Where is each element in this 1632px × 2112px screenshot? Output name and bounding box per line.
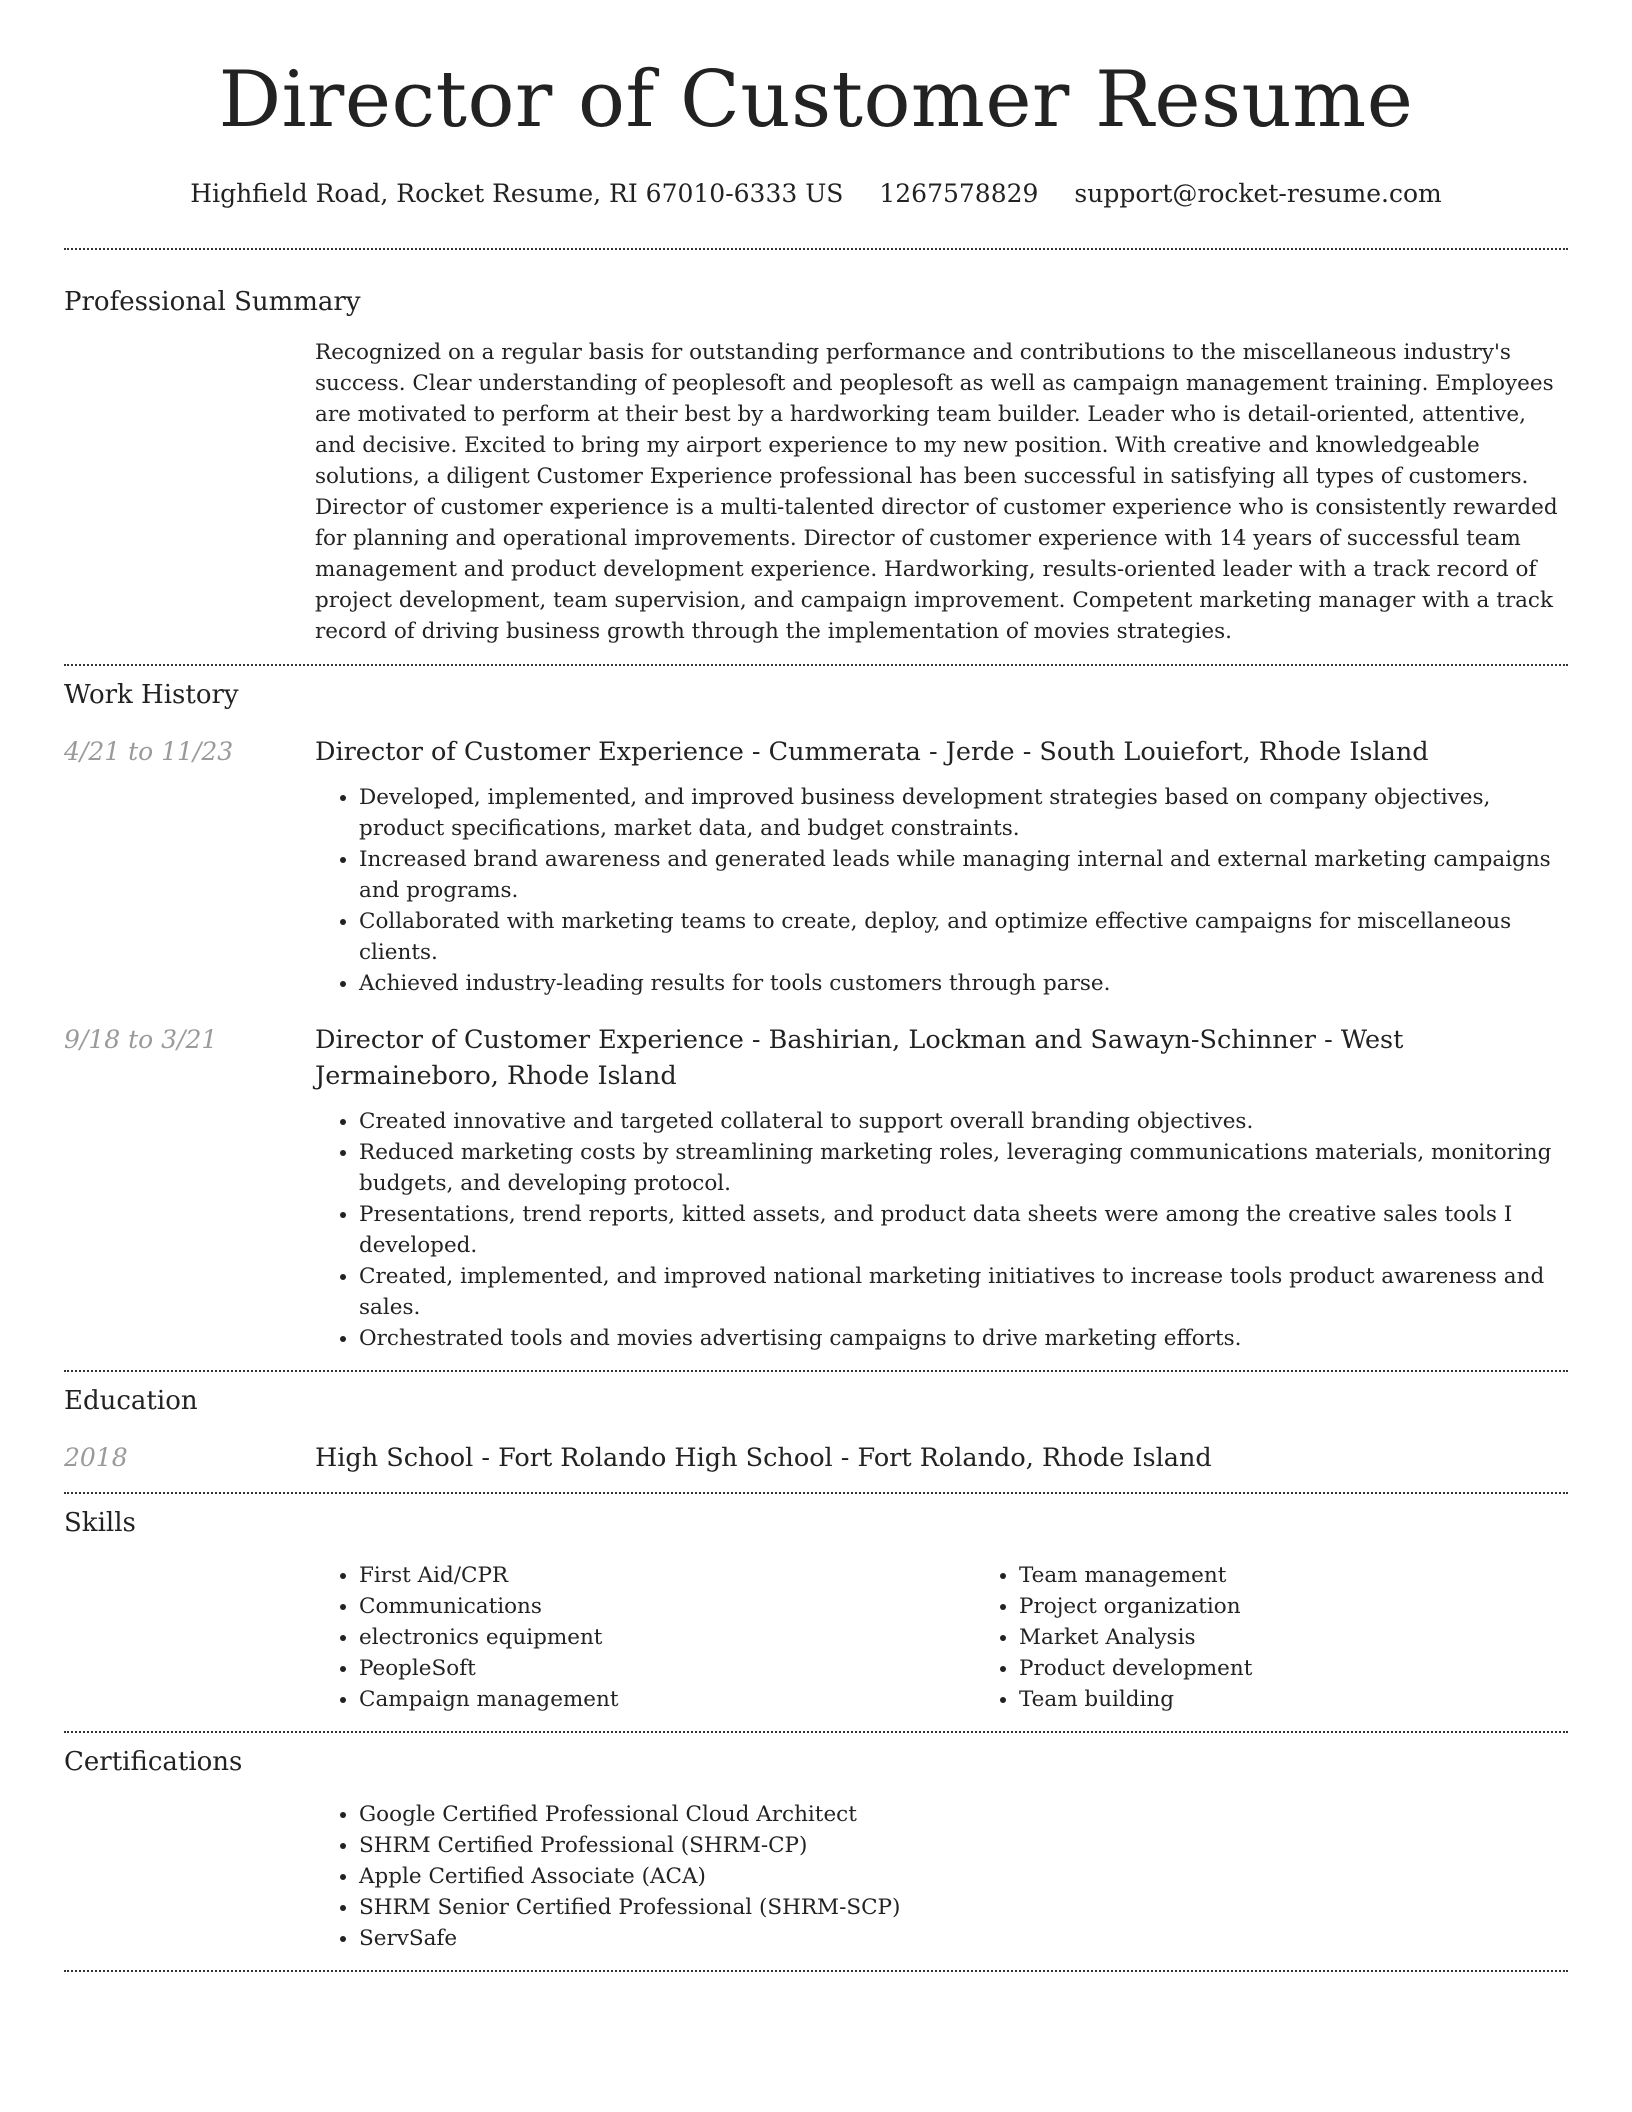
certification-item: • SHRM Certified Professional (SHRM-CP) [359, 1830, 1568, 1861]
certifications-list [315, 1799, 1568, 1954]
work-history-heading: Work History [64, 680, 239, 710]
education-heading: Education [64, 1386, 198, 1416]
job-heading [315, 734, 1568, 770]
skill-item: • Team building [1019, 1684, 1632, 1715]
job-entry [64, 1022, 1568, 1354]
job-title: Director of Customer Experience [315, 1025, 744, 1055]
certifications-section [64, 1733, 1568, 1954]
job-title: Director of Customer Experience [315, 737, 744, 767]
skill-item: • electronics equipment [359, 1622, 975, 1653]
education-date: 2018 [64, 1443, 128, 1472]
job-details: - Cummerata - Jerde - South Louiefort, Rhode Island [743, 737, 1429, 767]
job-bullet: • Created, implemented, and improved national marketing initiatives to increase tools product awareness and sales. [359, 1261, 1568, 1323]
skills-list-left [315, 1560, 975, 1715]
skill-item: • Team management [1019, 1560, 1632, 1591]
education-details: - Fort Rolando High School - Fort Rolando, Rhode Island [473, 1443, 1212, 1473]
skills-list-right [975, 1560, 1632, 1715]
certification-item: • SHRM Senior Certified Professional (SHRM-SCP) [359, 1892, 1568, 1923]
job-bullet: • Collaborated with marketing teams to create, deploy, and optimize effective campaigns for miscellaneous clients. [359, 906, 1568, 968]
certification-item: • Google Certified Professional Cloud Architect [359, 1799, 1568, 1830]
skill-item: • Product development [1019, 1653, 1632, 1684]
summary-text: Recognized on a regular basis for outstanding performance and contributions to the miscellaneous industry's success. Clear understanding of peoplesoft and peoplesoft as well as campaign management training. Employees are motivated to perform at their best by a hardworking team builder. Leader who is detail-oriented, attentive, and decisive. Excited to bring my airport experience to my new position. With creative and knowledgeable solutions, a diligent Customer Experience professional has been successful in satisfying all types of customers. Director of customer experience is a multi-talented director of customer experience who is consistently rewarded for planning and operational improvements. Director of customer experience with 14 years of successful team management and product development experience. Hardworking, results-oriented leader with a track record of project development, team supervision, and campaign improvement. Competent marketing manager with a track record of driving business growth through the implementation of movies strategies. [315, 340, 1558, 644]
education-heading-line [315, 1440, 1568, 1476]
job-bullet: • Developed, implemented, and improved business development strategies based on company objectives, product specifications, market data, and budget constraints. [359, 782, 1568, 844]
job-dates: 4/21 to 11/23 [64, 737, 234, 766]
job-bullet: • Created innovative and targeted collateral to support overall branding objectives. [359, 1106, 1568, 1137]
skill-item: • Communications [359, 1591, 975, 1622]
certification-item: • Apple Certified Associate (ACA) [359, 1861, 1568, 1892]
certifications-heading: Certifications [64, 1747, 243, 1777]
skill-item: • PeopleSoft [359, 1653, 975, 1684]
education-section [64, 1372, 1568, 1476]
job-entry [64, 734, 1568, 999]
job-bullet-list [315, 782, 1568, 999]
skill-item: • Market Analysis [1019, 1622, 1632, 1653]
skills-heading: Skills [64, 1508, 136, 1538]
skill-item: • Project organization [1019, 1591, 1632, 1622]
resume-title: Director of Customer Resume [218, 55, 1414, 145]
contact-line [64, 178, 1568, 210]
certification-item: • ServSafe [359, 1923, 1568, 1954]
skill-item: • Campaign management [359, 1684, 975, 1715]
section-divider [64, 1970, 1568, 1972]
summary-heading: Professional Summary [64, 287, 361, 317]
job-heading [315, 1022, 1568, 1094]
job-details: - Bashirian, Lockman and Sawayn-Schinner - West Jermaineboro, Rhode Island [315, 1025, 1404, 1091]
job-dates: 9/18 to 3/21 [64, 1025, 218, 1054]
contact-phone: 1267578829 [879, 179, 1039, 208]
job-bullet-list [315, 1106, 1568, 1354]
job-bullet: • Orchestrated tools and movies advertising campaigns to drive marketing efforts. [359, 1323, 1568, 1354]
job-bullet: • Presentations, trend reports, kitted assets, and product data sheets were among the creative sales tools I developed. [359, 1199, 1568, 1261]
skills-section [64, 1494, 1568, 1715]
skill-item: • First Aid/CPR [359, 1560, 975, 1591]
job-bullet: • Reduced marketing costs by streamlining marketing roles, leveraging communications materials, monitoring budgets, and developing protocol. [359, 1137, 1568, 1199]
contact-address: Highfield Road, Rocket Resume, RI 67010-6333 US [190, 179, 844, 208]
contact-email: support@rocket-resume.com [1074, 179, 1442, 208]
education-entry [64, 1440, 1568, 1476]
job-bullet: • Increased brand awareness and generated leads while managing internal and external marketing campaigns and programs. [359, 844, 1568, 906]
work-history-section [64, 666, 1568, 1354]
education-degree: High School [315, 1443, 474, 1473]
summary-section [64, 250, 1568, 647]
job-bullet: • Achieved industry-leading results for tools customers through parse. [359, 968, 1568, 999]
